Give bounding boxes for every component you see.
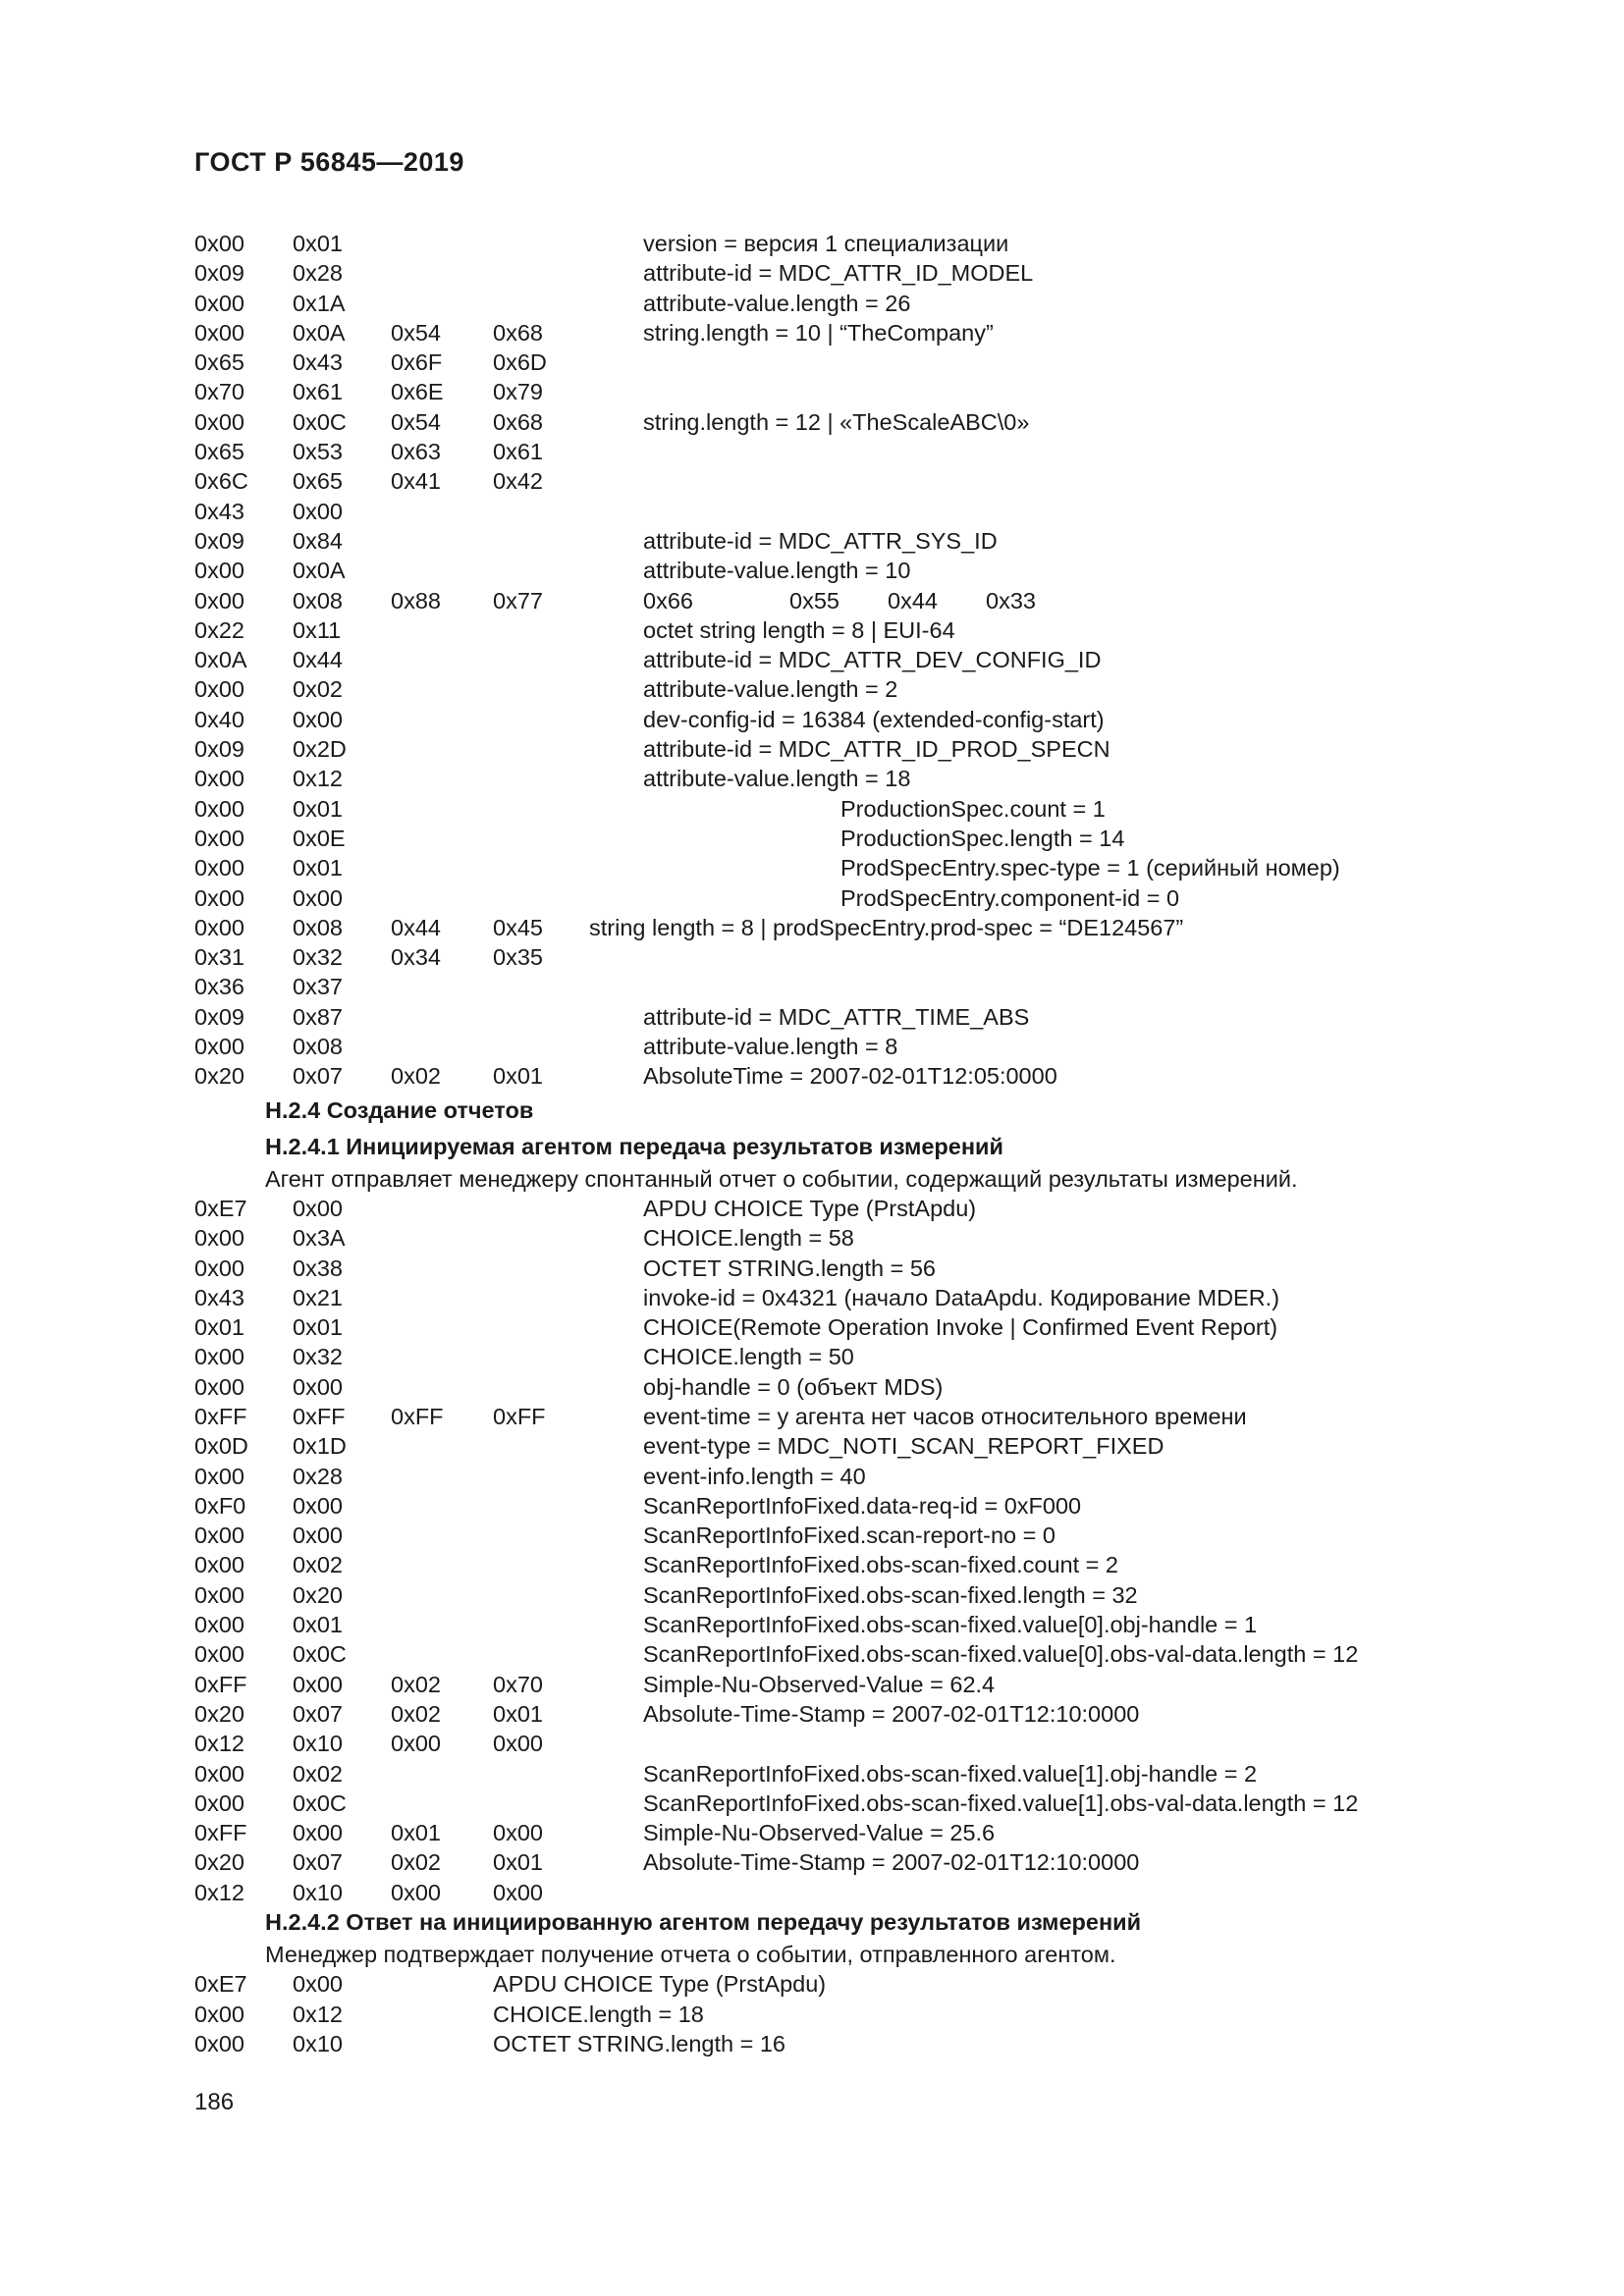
hex-byte: 0x00: [194, 1522, 244, 1549]
section-heading-h241-text: H.2.4.1 Инициируемая агентом передача результатов измерений: [265, 1133, 1003, 1159]
hex-byte: 0xFF: [194, 1403, 247, 1429]
hex-row: [194, 913, 1471, 942]
hex-row: [194, 645, 1471, 674]
hex-row: [194, 347, 1471, 377]
row-description: attribute-id = MDC_ATTR_ID_MODEL: [643, 260, 1034, 287]
hex-byte: 0x0E: [293, 825, 346, 851]
row-description: ScanReportInfoFixed.obs-scan-fixed.value[0].obs-val-data.length = 12: [643, 1641, 1359, 1668]
row-description: CHOICE.length = 50: [643, 1344, 854, 1370]
hex-byte: 0x35: [493, 944, 543, 971]
hex-byte: 0x36: [194, 974, 244, 1000]
hex-row: [194, 1878, 1471, 1907]
hex-byte: 0x32: [293, 1344, 343, 1370]
hex-byte: 0x00: [194, 2030, 244, 2056]
hex-row: [194, 466, 1471, 496]
hex-byte: 0x20: [293, 1581, 343, 1608]
hex-row: [194, 883, 1471, 913]
row-description: CHOICE(Remote Operation Invoke | Confirmed Event Report): [643, 1314, 1278, 1341]
hex-byte: 0x02: [391, 1700, 441, 1727]
hex-byte: 0x68: [493, 408, 543, 435]
hex-byte: 0x08: [293, 914, 343, 940]
hex-row: [194, 1402, 1471, 1431]
hex-row: [194, 497, 1471, 526]
hex-row: [194, 734, 1471, 764]
row-description: ScanReportInfoFixed.scan-report-no = 0: [643, 1522, 1056, 1549]
hex-byte: 0x00: [194, 1612, 244, 1638]
row-description: attribute-value.length = 8: [643, 1034, 898, 1060]
hex-byte: 0x12: [293, 2001, 343, 2027]
hex-byte: 0x09: [194, 527, 244, 554]
hex-byte: 0x02: [293, 1760, 343, 1787]
hex-row: [194, 1283, 1471, 1312]
hex-byte: 0xE7: [194, 1971, 247, 1998]
hex-row: [194, 2029, 1471, 2058]
hex-byte: 0x20: [194, 1063, 244, 1090]
hex-byte: 0x00: [194, 795, 244, 822]
row-description: OCTET STRING.length = 16: [493, 2030, 785, 2056]
hex-row: [194, 1491, 1471, 1521]
hex-byte: 0x12: [293, 766, 343, 792]
hex-row: [194, 1254, 1471, 1283]
hex-byte: 0x01: [493, 1063, 543, 1090]
row-description: attribute-value.length = 2: [643, 676, 898, 703]
hex-byte: 0x09: [194, 260, 244, 287]
hex-byte: 0x31: [194, 944, 244, 971]
row-description: APDU CHOICE Type (PrstApdu): [643, 1195, 977, 1221]
row-description: attribute-id = MDC_ATTR_DEV_CONFIG_ID: [643, 647, 1102, 673]
hex-byte: 0x00: [194, 1225, 244, 1252]
hex-byte: 0x09: [194, 1003, 244, 1030]
hex-byte: 0x40: [194, 706, 244, 732]
row-description: octet string length = 8 | EUI-64: [643, 616, 955, 643]
hex-row: [194, 1639, 1471, 1669]
hex-byte: 0x00: [194, 1789, 244, 1816]
octet-byte: 0x33: [986, 587, 1036, 614]
hex-byte: 0x12: [194, 1879, 244, 1905]
hex-byte: 0x00: [493, 1820, 543, 1846]
hex-byte: 0x07: [293, 1063, 343, 1090]
hex-row: [194, 615, 1471, 645]
hex-byte: 0x00: [194, 290, 244, 316]
hex-row: [194, 2000, 1471, 2029]
hex-byte: 0x41: [391, 468, 441, 495]
hex-row: [194, 1699, 1471, 1729]
hex-row: [194, 1431, 1471, 1461]
document-header: ГОСТ Р 56845—2019: [194, 147, 464, 177]
hex-byte: 0x02: [391, 1063, 441, 1090]
hex-byte: 0x21: [293, 1284, 343, 1310]
row-description: event-type = MDC_NOTI_SCAN_REPORT_FIXED: [643, 1433, 1164, 1460]
hex-byte: 0x00: [493, 1879, 543, 1905]
hex-byte: 0x0A: [293, 558, 346, 584]
hex-byte: 0xFF: [391, 1403, 444, 1429]
hex-byte: 0x02: [293, 676, 343, 703]
hex-byte: 0x01: [293, 795, 343, 822]
hex-byte: 0xE7: [194, 1195, 247, 1221]
hex-row: [194, 824, 1471, 853]
hex-byte: 0x00: [293, 884, 343, 911]
hex-byte: 0x28: [293, 260, 343, 287]
row-description: ScanReportInfoFixed.obs-scan-fixed.value[1].obj-handle = 2: [643, 1760, 1258, 1787]
hex-byte: 0x01: [493, 1849, 543, 1876]
row-description: string length = 8 | prodSpecEntry.prod-spec = “DE124567”: [589, 914, 1184, 940]
hex-row: [194, 1312, 1471, 1342]
row-description: Simple-Nu-Observed-Value = 25.6: [643, 1820, 996, 1846]
row-description: AbsoluteTime = 2007-02-01T12:05:0000: [643, 1063, 1057, 1090]
section-heading-h24: [194, 1095, 1471, 1128]
hex-byte: 0x00: [194, 231, 244, 256]
hex-row: [194, 1342, 1471, 1371]
hex-byte: 0x07: [293, 1849, 343, 1876]
hex-row: [194, 1550, 1471, 1579]
hex-byte: 0x02: [293, 1552, 343, 1578]
section-paragraph-h242: [194, 1940, 1471, 1969]
hex-row: [194, 1194, 1471, 1223]
hex-row: [194, 972, 1471, 1001]
hex-byte: 0x88: [391, 587, 441, 614]
hex-byte: 0x00: [194, 1034, 244, 1060]
hex-byte: 0x0A: [194, 647, 247, 673]
hex-byte: 0x01: [293, 1612, 343, 1638]
hex-byte: 0x0C: [293, 1641, 347, 1668]
hex-byte: 0x1A: [293, 290, 346, 316]
hex-byte: 0x00: [194, 1373, 244, 1400]
row-description: dev-config-id = 16384 (extended-config-start): [643, 706, 1105, 732]
hex-row: [194, 229, 1471, 258]
row-description: invoke-id = 0x4321 (начало DataApdu. Кодирование MDER.): [643, 1284, 1280, 1310]
row-description: ScanReportInfoFixed.obs-scan-fixed.value[1].obs-val-data.length = 12: [643, 1789, 1359, 1816]
hex-byte: 0x28: [293, 1463, 343, 1489]
row-description: ScanReportInfoFixed.data-req-id = 0xF000: [643, 1492, 1082, 1519]
hex-byte: 0x07: [293, 1700, 343, 1727]
hex-row: [194, 556, 1471, 585]
hex-byte: 0x43: [293, 349, 343, 376]
hex-byte: 0x43: [194, 1284, 244, 1310]
octet-byte: 0x66: [643, 587, 693, 614]
row-description: APDU CHOICE Type (PrstApdu): [493, 1971, 827, 1998]
hex-byte: 0x70: [493, 1671, 543, 1697]
hex-byte: 0x00: [194, 1552, 244, 1578]
hex-row: [194, 407, 1471, 437]
hex-row: [194, 1969, 1471, 1999]
hex-byte: 0x00: [194, 587, 244, 614]
octet-byte: 0x44: [888, 587, 938, 614]
hex-byte: 0x20: [194, 1849, 244, 1876]
hex-byte: 0x32: [293, 944, 343, 971]
hex-listing: [194, 229, 1471, 2058]
row-description: ScanReportInfoFixed.obs-scan-fixed.count = 2: [643, 1552, 1118, 1578]
hex-row: [194, 1372, 1471, 1402]
hex-row: [194, 586, 1471, 615]
hex-row: [194, 1610, 1471, 1639]
hex-byte: 0x10: [293, 1731, 343, 1757]
hex-byte: 0x00: [493, 1731, 543, 1757]
hex-byte: 0x77: [493, 587, 543, 614]
hex-row: [194, 1818, 1471, 1847]
hex-row: [194, 1789, 1471, 1818]
hex-byte: 0x10: [293, 1879, 343, 1905]
row-description: attribute-value.length = 18: [643, 766, 911, 792]
row-description: Absolute-Time-Stamp = 2007-02-01T12:10:0000: [643, 1849, 1140, 1876]
hex-byte: 0x00: [293, 1522, 343, 1549]
hex-byte: 0xFF: [493, 1403, 546, 1429]
hex-byte: 0x11: [293, 616, 342, 643]
hex-byte: 0x00: [194, 1760, 244, 1787]
hex-byte: 0x0C: [293, 408, 347, 435]
hex-byte: 0x00: [194, 914, 244, 940]
hex-byte: 0x6D: [493, 349, 547, 376]
hex-row: [194, 853, 1471, 882]
row-description: attribute-id = MDC_ATTR_SYS_ID: [643, 527, 998, 554]
hex-byte: 0x00: [194, 1255, 244, 1281]
hex-row: [194, 1032, 1471, 1061]
row-description: ProdSpecEntry.spec-type = 1 (серийный номер): [840, 855, 1340, 881]
hex-byte: 0x45: [493, 914, 543, 940]
hex-byte: 0x37: [293, 974, 343, 1000]
hex-row: [194, 794, 1471, 824]
hex-byte: 0x65: [293, 468, 343, 495]
hex-byte: 0x79: [493, 379, 543, 405]
row-description: attribute-value.length = 26: [643, 290, 911, 316]
hex-byte: 0x00: [194, 1344, 244, 1370]
row-description: ProductionSpec.length = 14: [840, 825, 1125, 851]
hex-row: [194, 1462, 1471, 1491]
row-description: string.length = 10 | “TheCompany”: [643, 319, 994, 346]
hex-byte: 0x02: [391, 1671, 441, 1697]
hex-byte: 0x12: [194, 1731, 244, 1757]
hex-byte: 0x3A: [293, 1225, 346, 1252]
hex-byte: 0x01: [293, 231, 343, 256]
row-description: Simple-Nu-Observed-Value = 62.4: [643, 1671, 996, 1697]
row-description: attribute-id = MDC_ATTR_ID_PROD_SPECN: [643, 736, 1110, 763]
row-description: attribute-value.length = 10: [643, 558, 911, 584]
row-description: Absolute-Time-Stamp = 2007-02-01T12:10:0000: [643, 1700, 1140, 1727]
hex-byte: 0x54: [391, 408, 441, 435]
hex-byte: 0x54: [391, 319, 441, 346]
hex-byte: 0x01: [391, 1820, 441, 1846]
hex-byte: 0x02: [391, 1849, 441, 1876]
hex-byte: 0x08: [293, 1034, 343, 1060]
section-paragraph-h241: [194, 1164, 1471, 1194]
section-paragraph-h241-text: Агент отправляет менеджеру спонтанный отчет о событии, содержащий результаты измерений.: [265, 1165, 1298, 1192]
row-description: ProdSpecEntry.component-id = 0: [840, 884, 1180, 911]
hex-byte: 0x00: [194, 558, 244, 584]
hex-byte: 0xFF: [293, 1403, 346, 1429]
hex-byte: 0x00: [293, 1971, 343, 1998]
row-description: string.length = 12 | «TheScaleABC\0»: [643, 408, 1030, 435]
hex-byte: 0x44: [293, 647, 343, 673]
hex-byte: 0xFF: [194, 1820, 247, 1846]
row-description: attribute-id = MDC_ATTR_TIME_ABS: [643, 1003, 1030, 1030]
hex-row: [194, 705, 1471, 734]
hex-byte: 0x00: [194, 319, 244, 346]
hex-byte: 0x00: [194, 408, 244, 435]
hex-byte: 0x53: [293, 439, 343, 465]
hex-byte: 0x08: [293, 587, 343, 614]
hex-byte: 0x00: [293, 1492, 343, 1519]
hex-byte: 0x0C: [293, 1789, 347, 1816]
hex-row: [194, 318, 1471, 347]
hex-row: [194, 526, 1471, 556]
hex-row: [194, 1729, 1471, 1758]
hex-row: [194, 1061, 1471, 1091]
hex-byte: 0x6F: [391, 349, 443, 376]
hex-row: [194, 1847, 1471, 1877]
hex-byte: 0x2D: [293, 736, 347, 763]
hex-byte: 0x65: [194, 439, 244, 465]
hex-byte: 0x87: [293, 1003, 343, 1030]
row-description: CHOICE.length = 58: [643, 1225, 854, 1252]
hex-byte: 0x00: [194, 1641, 244, 1668]
hex-row: [194, 1002, 1471, 1032]
hex-byte: 0x43: [194, 498, 244, 524]
hex-byte: 0x00: [194, 766, 244, 792]
hex-byte: 0x00: [194, 884, 244, 911]
hex-byte: 0x44: [391, 914, 441, 940]
hex-byte: 0x00: [194, 855, 244, 881]
hex-row: [194, 942, 1471, 972]
row-description: CHOICE.length = 18: [493, 2001, 704, 2027]
hex-byte: 0x70: [194, 379, 244, 405]
row-description: OCTET STRING.length = 56: [643, 1255, 936, 1281]
hex-byte: 0x10: [293, 2030, 343, 2056]
row-description: ScanReportInfoFixed.obs-scan-fixed.value[0].obj-handle = 1: [643, 1612, 1258, 1638]
hex-byte: 0x00: [194, 1463, 244, 1489]
hex-byte: 0x38: [293, 1255, 343, 1281]
hex-byte: 0x1D: [293, 1433, 347, 1460]
hex-byte: 0x01: [293, 855, 343, 881]
hex-row: [194, 674, 1471, 704]
hex-row: [194, 289, 1471, 318]
hex-byte: 0x42: [493, 468, 543, 495]
hex-byte: 0x01: [293, 1314, 343, 1341]
hex-row: [194, 764, 1471, 793]
hex-byte: 0x01: [493, 1700, 543, 1727]
hex-byte: 0x00: [391, 1731, 441, 1757]
hex-byte: 0x20: [194, 1700, 244, 1727]
row-description: event-time = у агента нет часов относительного времени: [643, 1403, 1247, 1429]
hex-byte: 0x34: [391, 944, 441, 971]
hex-byte: 0x61: [293, 379, 343, 405]
hex-byte: 0x84: [293, 527, 343, 554]
section-heading-h242: [194, 1907, 1471, 1940]
hex-row: [194, 377, 1471, 406]
hex-byte: 0x6E: [391, 379, 444, 405]
hex-byte: 0x0D: [194, 1433, 248, 1460]
hex-byte: 0x0A: [293, 319, 346, 346]
page-number: 186: [194, 2089, 235, 2115]
hex-row: [194, 1223, 1471, 1253]
row-description: event-info.length = 40: [643, 1463, 866, 1489]
hex-byte: 0x00: [391, 1879, 441, 1905]
hex-byte: 0x22: [194, 616, 244, 643]
row-description: version = версия 1 специализации: [643, 231, 1009, 256]
section-paragraph-h242-text: Менеджер подтверждает получение отчета о событии, отправленного агентом.: [265, 1942, 1116, 1968]
hex-byte: 0x68: [493, 319, 543, 346]
hex-byte: 0x00: [194, 1581, 244, 1608]
hex-row: [194, 1670, 1471, 1699]
hex-row: [194, 1580, 1471, 1610]
section-heading-h24-text: H.2.4 Создание отчетов: [265, 1096, 534, 1123]
hex-row: [194, 1521, 1471, 1550]
hex-byte: 0x00: [293, 1671, 343, 1697]
hex-byte: 0x01: [194, 1314, 244, 1341]
row-description: ScanReportInfoFixed.obs-scan-fixed.length = 32: [643, 1581, 1138, 1608]
hex-byte: 0x00: [293, 498, 343, 524]
hex-byte: 0xFF: [194, 1671, 247, 1697]
hex-byte: 0x65: [194, 349, 244, 376]
section-heading-h242-text: H.2.4.2 Ответ на инициированную агентом передачу результатов измерений: [265, 1909, 1142, 1936]
hex-byte: 0x00: [194, 825, 244, 851]
hex-row: [194, 1759, 1471, 1789]
hex-byte: 0x00: [293, 706, 343, 732]
hex-byte: 0xF0: [194, 1492, 246, 1519]
hex-byte: 0x63: [391, 439, 441, 465]
section-heading-h241: [194, 1132, 1471, 1164]
hex-byte: 0x00: [293, 1373, 343, 1400]
hex-byte: 0x00: [293, 1195, 343, 1221]
hex-byte: 0x00: [293, 1820, 343, 1846]
hex-byte: 0x6C: [194, 468, 248, 495]
hex-byte: 0x00: [194, 676, 244, 703]
row-description: obj-handle = 0 (объект MDS): [643, 1373, 944, 1400]
hex-byte: 0x09: [194, 736, 244, 763]
hex-row: [194, 437, 1471, 466]
row-description: ProductionSpec.count = 1: [840, 795, 1106, 822]
octet-byte: 0x55: [789, 587, 839, 614]
hex-row: [194, 258, 1471, 288]
hex-byte: 0x00: [194, 2001, 244, 2027]
hex-byte: 0x61: [493, 439, 543, 465]
